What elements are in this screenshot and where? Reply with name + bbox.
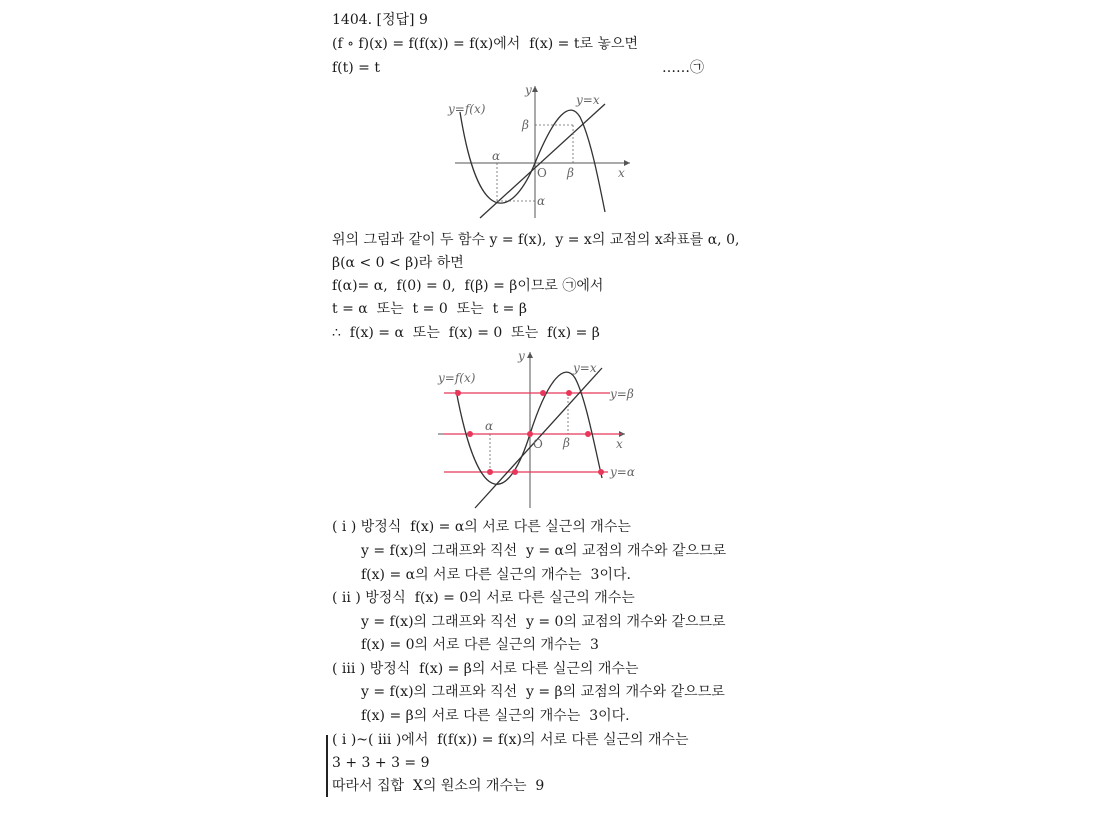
intersection-point: [455, 390, 461, 396]
text-line: y = f(x)의 그래프와 직선 y = β의 교점의 개수와 같으므로: [361, 684, 725, 700]
figure-intersection-graph: [430, 348, 650, 512]
conclusion-bracket: [326, 735, 328, 797]
label-y-axis: y: [525, 83, 532, 97]
label-alpha-top: α: [492, 149, 501, 163]
equation-marker: ……㉠: [662, 60, 704, 76]
problem-header: 1404. [정답] 9: [332, 12, 428, 28]
text-line: β(α < 0 < β)라 하면: [332, 255, 464, 271]
label-origin: O: [533, 437, 543, 451]
figure-function-graph: [440, 82, 640, 222]
text-line: y = f(x)의 그래프와 직선 y = 0의 교점의 개수와 같으므로: [361, 614, 726, 630]
intersection-point: [585, 431, 591, 437]
intersection-point: [540, 390, 546, 396]
intersection-point: [487, 469, 493, 475]
label-yx: y=x: [576, 93, 600, 107]
intersection-point: [566, 390, 572, 396]
text-line: f(x) = α의 서로 다른 실근의 개수는 3이다.: [361, 567, 631, 583]
intersection-point: [598, 469, 604, 475]
label-x-axis: x: [616, 437, 623, 451]
label-alpha-bottom: α: [537, 194, 546, 208]
text-line: 3 + 3 + 3 = 9: [332, 755, 430, 771]
text-line: f(α)= α, f(0) = 0, f(β) = β이므로 ㉠에서: [332, 278, 604, 294]
text-line: f(x) = 0의 서로 다른 실근의 개수는 3: [361, 637, 599, 653]
text-line: t = α 또는 t = 0 또는 t = β: [332, 301, 527, 317]
case-2-heading: ( ii ) 방정식 f(x) = 0의 서로 다른 실근의 개수는: [332, 590, 635, 606]
text-line: f(t) = t: [332, 60, 380, 76]
label-beta-axis: β: [567, 166, 574, 180]
label-fx: y=f(x): [448, 102, 486, 116]
text-line: (f ∘ f)(x) = f(f(x)) = f(x)에서 f(x) = t로 놓으면: [332, 36, 638, 52]
label-y-beta: y=β: [610, 387, 634, 401]
curve-f: [456, 372, 602, 484]
intersection-point: [512, 469, 518, 475]
label-fx: y=f(x): [438, 371, 476, 385]
curve-f: [460, 110, 605, 212]
case-3-heading: ( iii ) 방정식 f(x) = β의 서로 다른 실근의 개수는: [332, 661, 639, 677]
text-line: f(x) = β의 서로 다른 실근의 개수는 3이다.: [361, 708, 630, 724]
text-line: ( i )~( iii )에서 f(f(x)) = f(x)의 서로 다른 실근의 개수는: [332, 732, 689, 748]
label-yx: y=x: [573, 361, 597, 375]
text-line: ∴ f(x) = α 또는 f(x) = 0 또는 f(x) = β: [332, 325, 600, 341]
label-x-axis: x: [618, 166, 625, 180]
intersection-point: [467, 431, 473, 437]
label-origin: O: [537, 166, 547, 180]
label-beta-left: β: [522, 118, 529, 132]
case-1-heading: ( i ) 방정식 f(x) = α의 서로 다른 실근의 개수는: [332, 519, 631, 535]
label-y-axis: y: [518, 349, 525, 363]
label-beta: β: [563, 436, 570, 450]
label-alpha: α: [485, 419, 494, 433]
final-answer: 따라서 집합 X의 원소의 개수는 9: [332, 778, 545, 794]
label-y-alpha: y=α: [610, 465, 635, 479]
text-line: y = f(x)의 그래프와 직선 y = α의 교점의 개수와 같으므로: [361, 543, 727, 559]
text-line: 위의 그림과 같이 두 함수 y = f(x), y = x의 교점의 x좌표를 α, 0,: [332, 232, 740, 248]
